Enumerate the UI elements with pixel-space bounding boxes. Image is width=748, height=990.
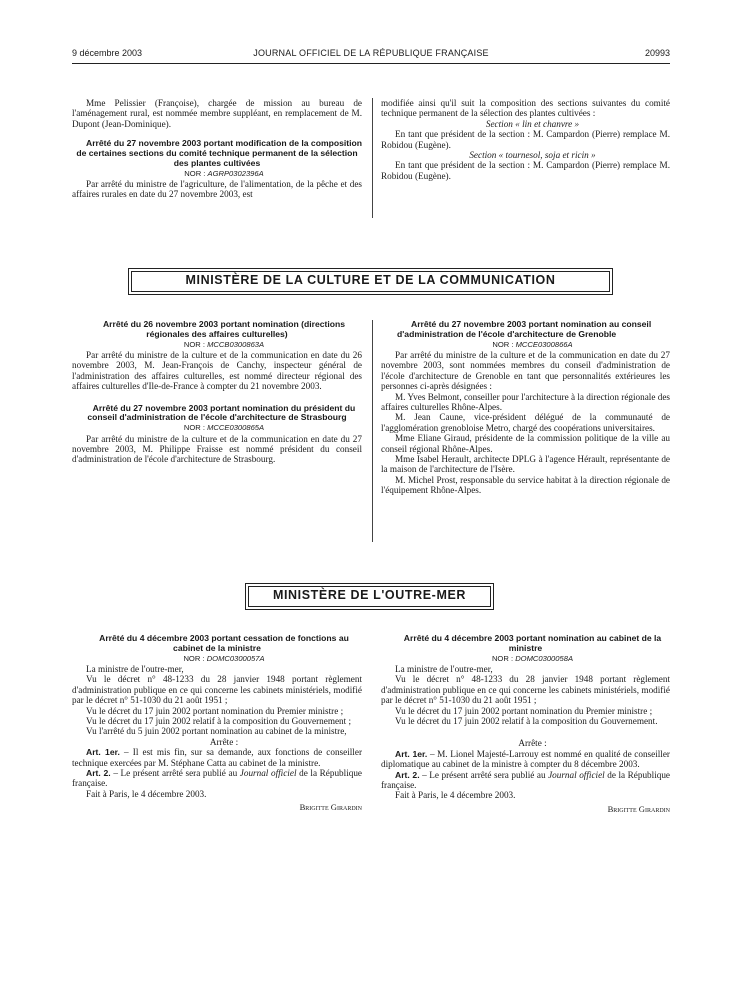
paragraph: Vu le décret du 17 juin 2002 relatif à la composition du Gouvernement.	[395, 716, 658, 727]
nor-reference: NOR : DOMC0300057A	[183, 653, 265, 663]
article-2: Art. 2. – Le présent arrêté sera publié au Journal officiel de la République française.	[381, 769, 671, 791]
column-divider	[372, 320, 373, 542]
article-1: Art. 1er. – Il est mis fin, sur sa demande, aux fonctions de conseiller technique exercées par M. Stéphane Catta au cabinet de la ministre.	[72, 747, 363, 768]
done-at: Fait à Paris, le 4 décembre 2003.	[86, 788, 207, 799]
nor-reference: NOR : MCCE0300866A	[492, 339, 573, 349]
signature: Brigitte Girardin	[607, 803, 670, 814]
paragraph: Vu le décret du 17 juin 2002 relatif à la composition du Gouvernement ;	[86, 716, 352, 727]
culture-right-column	[381, 320, 670, 496]
header-date: 9 décembre 2003	[72, 48, 143, 58]
header-rule	[72, 63, 670, 64]
paragraph: Par arrêté du ministre de l'agriculture, de l'alimentation, de la pêche et des affaires rurales en date du 27 novembre 2003, est	[72, 179, 362, 200]
arrete-heading: Arrête :	[518, 738, 547, 749]
header-page-number: 20993	[644, 48, 670, 58]
paragraph: Vu l'arrêté du 5 juin 2002 portant nomination au cabinet de la ministre,	[86, 726, 347, 737]
section-heading: Section « tournesol, soja et ricin »	[469, 150, 596, 161]
paragraph: Mme Isabel Herault, architecte DPLG à l'agence Hérault, représentante de la maison de l'architecture de l'Isère.	[381, 454, 670, 475]
outremer-left-column	[72, 634, 362, 813]
nor-reference: NOR : MCCB0300863A	[183, 339, 265, 349]
top-right-column	[381, 98, 670, 181]
paragraph: Vu le décret n° 48-1233 du 28 janvier 1948 portant règlement d'administration publique en ce qui concerne les cabinets ministériels, modifié par le décret n° 51-1030 du 21 août 1951 ;	[381, 674, 670, 706]
decree-title: Arrêté du 27 novembre 2003 portant nomination du président du conseil d'administration de l'école d'architecture de Strasbourg	[87, 402, 356, 423]
paragraph: La ministre de l'outre-mer,	[395, 664, 493, 674]
done-at: Fait à Paris, le 4 décembre 2003.	[395, 790, 516, 801]
paragraph: Par arrêté du ministre de la culture et de la communication en date du 26 novembre 2003, M. Jean-François de Canchy, inspecteur général de l'administration des affaires culturelles, est nommé directeur régional des affaires culturelles d'Ile-de-France à compter du 21 novembre 2003.	[72, 350, 362, 392]
section-heading: Section « lin et chanvre »	[485, 118, 580, 129]
paragraph: Mme Eliane Giraud, présidente de la commission politique de la ville au conseil régional Rhône-Alpes.	[381, 433, 670, 454]
arrete-heading: Arrête :	[209, 736, 239, 747]
paragraph: Vu le décret du 17 juin 2002 portant nomination du Premier ministre ;	[86, 705, 344, 716]
culture-left-column	[72, 320, 362, 465]
decree-title: Arrêté du 26 novembre 2003 portant nomination (directions régionales des affaires culturelles)	[102, 319, 346, 339]
nor-reference: NOR : MCCE0300865A	[183, 423, 265, 433]
ministry-heading-outremer: MINISTÈRE DE L'OUTRE-MER	[248, 586, 491, 607]
paragraph: En tant que président de la section : M. Campardon (Pierre) remplace M. Robidou (Eugène).	[381, 129, 670, 150]
paragraph: Par arrêté du ministre de la culture et de la communication en date du 27 novembre 2003, M. Philippe Fraisse est nommé président du conseil d'administration de l'école d'architecture de Strasbourg.	[72, 433, 362, 465]
top-left-column	[72, 98, 362, 200]
column-divider	[372, 98, 373, 218]
paragraph: modifiée ainsi qu'il suit la composition des sections suivantes du comité technique permanent de la sélection des plantes cultivées :	[381, 98, 670, 119]
signature: Brigitte Girardin	[299, 802, 362, 813]
paragraph: M. Yves Belmont, conseiller pour l'architecture à la direction régionale des affaires culturelles Rhône-Alpes.	[381, 391, 670, 413]
paragraph: M. Jean Caune, vice-président délégué de la communauté de l'agglomération grenobloise Metro, chargé des coopérations universitaires.	[381, 412, 670, 433]
outremer-right-column	[381, 634, 670, 814]
paragraph: Vu le décret n° 48-1233 du 28 janvier 1948 portant règlement d'administration publique en ce qui concerne les cabinets ministériels, modifié par le décret n° 51-1030 du 21 août 1951 ;	[72, 674, 362, 706]
paragraph: M. Michel Prost, responsable du service habitat à la direction régionale de l'équipement Rhône-Alpes.	[381, 474, 670, 496]
decree-title: Arrêté du 27 novembre 2003 portant nomination au conseil d'administration de l'école d'architecture de Grenoble	[397, 319, 652, 339]
decree-title: Arrêté du 4 décembre 2003 portant cessation de fonctions au cabinet de la ministre	[99, 633, 349, 653]
paragraph: En tant que président de la section : M. Campardon (Pierre) remplace M. Robidou (Eugène).	[381, 160, 670, 181]
article-2: Art. 2. – Le présent arrêté sera publié au Journal officiel de la République française.	[72, 768, 363, 789]
nor-reference: NOR : AGRP0302396A	[184, 168, 264, 178]
ministry-heading-culture: MINISTÈRE DE LA CULTURE ET DE LA COMMUNICATION	[131, 271, 610, 292]
decree-title: Arrêté du 4 décembre 2003 portant nomination au cabinet de la ministre	[403, 633, 662, 653]
header-journal-title: JOURNAL OFFICIEL DE LA RÉPUBLIQUE FRANÇAISE	[253, 48, 489, 58]
nor-reference: NOR : DOMC0300058A	[491, 653, 574, 663]
paragraph: Vu le décret du 17 juin 2002 portant nomination du Premier ministre ;	[395, 705, 653, 716]
decree-title: Arrêté du 27 novembre 2003 portant modification de la composition de certaines sections du comité technique permanent de la sélection des plantes cultivées	[76, 138, 363, 168]
paragraph: Par arrêté du ministre de la culture et de la communication en date du 27 novembre 2003, sont nommées membres du conseil d'administration de l'école d'architecture de Grenoble en tant que personnalités extérieures les personnes ci-après désignées :	[381, 350, 670, 392]
page-header	[72, 48, 670, 60]
article-1: Art. 1er. – M. Lionel Majesté-Larrouy est nommé en qualité de conseiller diplomatique au cabinet de la ministre à compter du 8 décembre 2003.	[381, 748, 670, 770]
paragraph: La ministre de l'outre-mer,	[86, 664, 184, 674]
paragraph: Mme Pelissier (Françoise), chargée de mission au bureau de l'aménagement rural, est nommée membre suppléant, en remplacement de M. Dupont (Jean-Dominique).	[72, 98, 362, 129]
